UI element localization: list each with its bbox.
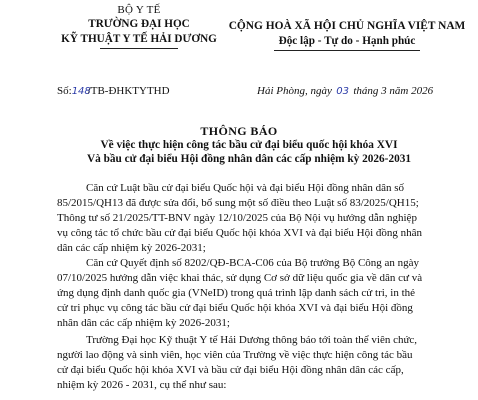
paragraph-line: Thông tư số 21/2025/TT-BNV ngày 12/10/2025 của Bộ Nội vụ hướng dẫn nghiệp: [57, 212, 417, 224]
republic-name: CỘNG HOÀ XÃ HỘI CHỦ NGHĨA VIỆT NAM: [228, 20, 466, 32]
paragraph-line: vụ công tác tổ chức bầu cử đại biểu Quốc hội khóa XVI và đại biểu Hội đồng nhân: [57, 227, 423, 239]
doc-number-prefix: Số:: [57, 85, 72, 97]
paragraph-line: Trường Đại học Kỹ thuật Y tế Hải Dương thông báo tới toàn thể viên chức,: [86, 334, 418, 346]
paragraph-legal-basis-2: [57, 256, 478, 331]
paragraph-line: 85/2015/QH13 đã được sửa đổi, bổ sung một số điều theo Luật số 83/2025/QH15;: [57, 197, 419, 209]
paragraph-line: cử tri phục vụ công tác bầu cử đại biểu Quốc hội khóa XVI và đại biểu Hội đồng: [57, 302, 413, 314]
national-header: [219, 4, 475, 51]
date-day-handwritten: 03: [336, 86, 349, 97]
ministry-name: BỘ Y TẾ: [117, 4, 161, 16]
issue-date: [257, 85, 433, 97]
paragraph-line: 07/10/2025 hướng dẫn việc khai thác, sử dụng Cơ sở dữ liệu quốc gia về dân cư và: [57, 272, 423, 284]
paragraph-line: Căn cứ Quyết định số 8202/QĐ-BCA-C06 của Bộ trưởng Bộ Công an ngày: [86, 257, 420, 269]
paragraph-announcement: [57, 333, 478, 393]
paragraph-line: nhân dân các cấp nhiệm kỳ 2026-2031;: [57, 317, 230, 329]
document-title: THÔNG BÁO: [200, 124, 278, 138]
paragraph-line: cử đại biểu Quốc hội khóa XVI và bầu cử đại biểu Hội đồng nhân dân các cấp,: [57, 364, 404, 376]
issuer-header: [54, 4, 224, 49]
date-suffix: tháng 3 năm 2026: [350, 85, 434, 97]
paragraph-line: người lao động và sinh viên, học viên của Trường về việc thực hiện công tác bầu: [57, 349, 413, 361]
motto-underline: [274, 50, 420, 51]
document-subtitle-line2: Và bầu cử đại biểu Hội đồng nhân dân các cấp nhiệm kỳ 2026-2031: [86, 153, 412, 165]
issuer-divider: [100, 48, 178, 49]
doc-number-handwritten: 148: [71, 86, 91, 97]
doc-number-suffix: /TB-ĐHKTYTHD: [87, 85, 170, 97]
document-subtitle-line1: Về việc thực hiện công tác bầu cử đại biểu quốc hội khóa XVI: [100, 139, 398, 151]
paragraph-line: nhiệm kỳ 2026 - 2031, cụ thể như sau:: [57, 379, 227, 391]
school-name-line2: KỸ THUẬT Y TẾ HẢI DƯƠNG: [61, 33, 217, 45]
document-number: [57, 85, 170, 97]
paragraph-line: dân các cấp nhiệm kỳ 2026-2031;: [57, 242, 206, 254]
paragraph-line: Căn cứ Luật bầu cử đại biểu Quốc hội và đại biểu Hội đồng nhân dân số: [86, 182, 405, 194]
national-motto: Độc lập - Tự do - Hạnh phúc: [278, 35, 416, 47]
paragraph-line: ứng dụng định danh quốc gia (VNeID) trong quá trình lập danh sách cử tri, in thẻ: [57, 287, 416, 299]
paragraph-legal-basis-1: [57, 181, 478, 256]
school-name-line1: TRƯỜNG ĐẠI HỌC: [88, 18, 190, 30]
date-prefix: Hải Phòng, ngày: [257, 85, 335, 97]
